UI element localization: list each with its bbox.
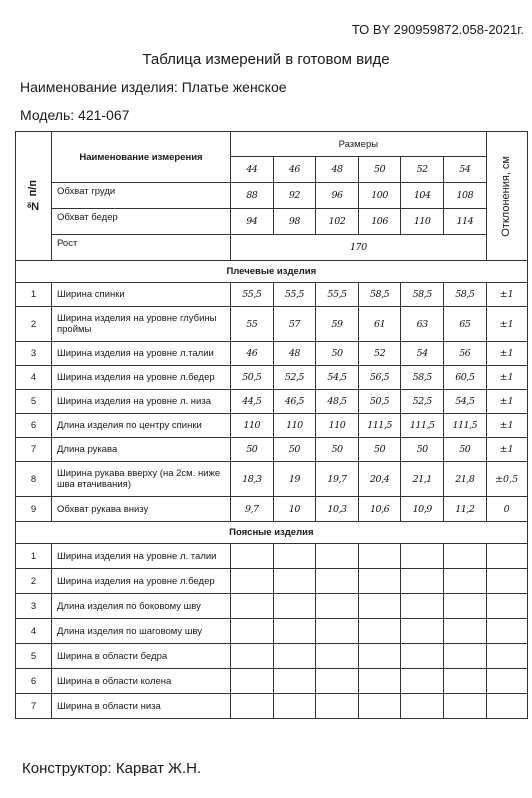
row-value: 10,6 <box>358 497 401 522</box>
row-tolerance-empty <box>486 619 527 644</box>
row-value: 21,8 <box>443 462 486 497</box>
body-measure-value: 92 <box>273 183 316 209</box>
row-value-empty <box>401 644 444 669</box>
table-row <box>16 414 528 438</box>
row-number: 1 <box>16 544 52 569</box>
row-label: Длина рукава <box>52 438 231 462</box>
row-number: 2 <box>16 569 52 594</box>
table-row <box>16 307 528 342</box>
table-row <box>16 594 528 619</box>
body-measure-value: 106 <box>358 209 401 235</box>
row-value: 20,4 <box>358 462 401 497</box>
row-value: 46,5 <box>273 390 316 414</box>
row-number: 7 <box>16 438 52 462</box>
size-46: 46 <box>273 157 316 183</box>
header-tolerance-label: Отклонения, см <box>500 155 513 237</box>
row-value: 110 <box>316 414 359 438</box>
body-measure-label: Обхват бедер <box>52 209 231 235</box>
row-tolerance: ±1 <box>486 390 527 414</box>
table-row <box>16 644 528 669</box>
row-value-empty <box>316 644 359 669</box>
row-label: Ширина изделия на уровне л.талии <box>52 342 231 366</box>
row-value-empty <box>358 569 401 594</box>
row-value: 50 <box>358 438 401 462</box>
row-label: Ширина изделия на уровне л. талии <box>52 544 231 569</box>
row-number: 5 <box>16 390 52 414</box>
row-value-empty <box>273 644 316 669</box>
body-measure-value: 102 <box>316 209 359 235</box>
table-row <box>16 462 528 497</box>
row-value-empty <box>358 644 401 669</box>
row-tolerance-empty <box>486 669 527 694</box>
row-value: 50 <box>316 342 359 366</box>
section-shoulder-garments: Плечевые изделия <box>16 261 528 283</box>
row-value: 55,5 <box>316 283 359 307</box>
row-value-empty <box>401 594 444 619</box>
page-title: Таблица измерений в готовом виде <box>142 51 390 68</box>
row-value-empty <box>316 619 359 644</box>
row-value-empty <box>358 694 401 719</box>
row-value: 10,3 <box>316 497 359 522</box>
row-value: 48 <box>273 342 316 366</box>
table-row <box>16 669 528 694</box>
row-value: 18,3 <box>231 462 274 497</box>
row-value-empty <box>273 694 316 719</box>
row-value: 60,5 <box>443 366 486 390</box>
row-value: 50 <box>401 438 444 462</box>
row-value: 11,2 <box>443 497 486 522</box>
row-value-empty <box>316 694 359 719</box>
size-44: 44 <box>231 157 274 183</box>
row-value: 19,7 <box>316 462 359 497</box>
size-54: 54 <box>443 157 486 183</box>
row-value: 65 <box>443 307 486 342</box>
header-measurement-name: Наименование измерения <box>52 132 231 183</box>
row-value: 44,5 <box>231 390 274 414</box>
height-value: 170 <box>231 235 487 261</box>
row-value: 46 <box>231 342 274 366</box>
table-row <box>16 569 528 594</box>
row-value-empty <box>443 619 486 644</box>
table-row <box>16 283 528 307</box>
row-number: 6 <box>16 414 52 438</box>
body-measure-label: Рост <box>52 235 231 261</box>
row-value-empty <box>316 544 359 569</box>
row-value-empty <box>358 594 401 619</box>
row-value-empty <box>443 644 486 669</box>
row-value-empty <box>316 669 359 694</box>
row-label: Ширина в области колена <box>52 669 231 694</box>
row-number: 4 <box>16 619 52 644</box>
row-value: 10 <box>273 497 316 522</box>
body-measure-value: 108 <box>443 183 486 209</box>
row-tolerance: ±1 <box>486 283 527 307</box>
row-number: 3 <box>16 342 52 366</box>
row-value-empty <box>443 594 486 619</box>
row-value-empty <box>358 619 401 644</box>
row-value: 50 <box>231 438 274 462</box>
row-value: 52,5 <box>273 366 316 390</box>
body-measure-label: Обхват груди <box>52 183 231 209</box>
row-number: 1 <box>16 283 52 307</box>
designer-signature-line: Конструктор: Карват Ж.Н. <box>22 760 202 777</box>
row-tolerance-empty <box>486 569 527 594</box>
section-waist-garments-row <box>16 522 528 544</box>
row-value: 63 <box>401 307 444 342</box>
row-label: Длина изделия по боковому шву <box>52 594 231 619</box>
body-measure-value: 98 <box>273 209 316 235</box>
row-value-empty <box>273 619 316 644</box>
row-value-empty <box>443 544 486 569</box>
table-row <box>16 366 528 390</box>
body-measure-row <box>16 209 528 235</box>
table-row <box>16 619 528 644</box>
header-tolerance <box>486 132 527 261</box>
row-value-empty <box>273 594 316 619</box>
row-label: Ширина изделия на уровне глубины проймы <box>52 307 231 342</box>
row-value-empty <box>401 669 444 694</box>
row-value-empty <box>316 569 359 594</box>
row-value: 50,5 <box>358 390 401 414</box>
table-row <box>16 497 528 522</box>
header-number-label: № п/п <box>27 180 39 212</box>
row-number: 4 <box>16 366 52 390</box>
table-row <box>16 438 528 462</box>
row-value-empty <box>231 694 274 719</box>
row-value: 58,5 <box>401 283 444 307</box>
row-label: Ширина спинки <box>52 283 231 307</box>
body-measure-row <box>16 183 528 209</box>
row-value: 56,5 <box>358 366 401 390</box>
row-number: 6 <box>16 669 52 694</box>
row-value: 59 <box>316 307 359 342</box>
row-label: Ширина рукава вверху (на 2см. ниже шва втачивания) <box>52 462 231 497</box>
row-tolerance: ±1 <box>486 307 527 342</box>
header-sizes: Размеры <box>231 132 487 157</box>
row-label: Длина изделия по центру спинки <box>52 414 231 438</box>
row-number: 8 <box>16 462 52 497</box>
row-number: 3 <box>16 594 52 619</box>
row-value-empty <box>231 544 274 569</box>
document-reference: ТО BY 290959872.058-2021г. <box>351 22 524 37</box>
row-value: 55,5 <box>231 283 274 307</box>
row-value: 21,1 <box>401 462 444 497</box>
row-value-empty <box>231 619 274 644</box>
row-value: 57 <box>273 307 316 342</box>
row-value: 50,5 <box>231 366 274 390</box>
table-row <box>16 342 528 366</box>
row-value: 10,9 <box>401 497 444 522</box>
body-measure-value: 104 <box>401 183 444 209</box>
row-tolerance: ±1 <box>486 414 527 438</box>
row-value-empty <box>443 694 486 719</box>
row-value: 58,5 <box>401 366 444 390</box>
row-value: 48,5 <box>316 390 359 414</box>
size-48: 48 <box>316 157 359 183</box>
row-value: 19 <box>273 462 316 497</box>
row-tolerance: ±1 <box>486 366 527 390</box>
size-52: 52 <box>401 157 444 183</box>
row-value-empty <box>358 669 401 694</box>
row-value-empty <box>273 544 316 569</box>
row-number: 9 <box>16 497 52 522</box>
body-measure-value: 114 <box>443 209 486 235</box>
row-value-empty <box>231 669 274 694</box>
row-number: 5 <box>16 644 52 669</box>
row-value: 58,5 <box>443 283 486 307</box>
row-value-empty <box>273 569 316 594</box>
row-tolerance-empty <box>486 544 527 569</box>
row-label: Ширина изделия на уровне л. низа <box>52 390 231 414</box>
row-value-empty <box>231 644 274 669</box>
row-tolerance-empty <box>486 594 527 619</box>
row-value: 111,5 <box>358 414 401 438</box>
row-value-empty <box>358 544 401 569</box>
row-value: 50 <box>273 438 316 462</box>
row-value: 50 <box>316 438 359 462</box>
row-value-empty <box>401 569 444 594</box>
section-shoulder-garments-row <box>16 261 528 283</box>
row-tolerance-empty <box>486 644 527 669</box>
row-value-empty <box>401 544 444 569</box>
row-value: 56 <box>443 342 486 366</box>
row-tolerance: ±0,5 <box>486 462 527 497</box>
row-value: 52,5 <box>401 390 444 414</box>
section-waist-garments: Поясные изделия <box>16 522 528 544</box>
body-measure-value: 110 <box>401 209 444 235</box>
size-50: 50 <box>358 157 401 183</box>
row-value: 110 <box>231 414 274 438</box>
row-value-empty <box>401 694 444 719</box>
row-value: 58,5 <box>358 283 401 307</box>
product-name: Наименование изделия: Платье женское <box>20 79 287 95</box>
row-number: 2 <box>16 307 52 342</box>
row-value-empty <box>273 669 316 694</box>
row-value-empty <box>316 594 359 619</box>
body-measure-value: 94 <box>231 209 274 235</box>
body-measure-row <box>16 235 528 261</box>
row-value: 52 <box>358 342 401 366</box>
row-value: 54,5 <box>316 366 359 390</box>
row-tolerance: 0 <box>486 497 527 522</box>
row-number: 7 <box>16 694 52 719</box>
row-tolerance-empty <box>486 694 527 719</box>
table-row <box>16 694 528 719</box>
row-value: 54,5 <box>443 390 486 414</box>
header-number <box>16 132 52 261</box>
row-value-empty <box>231 594 274 619</box>
row-value: 110 <box>273 414 316 438</box>
row-value: 9,7 <box>231 497 274 522</box>
body-measure-value: 96 <box>316 183 359 209</box>
row-label: Длина изделия по шаговому шву <box>52 619 231 644</box>
row-value: 55 <box>231 307 274 342</box>
row-label: Ширина изделия на уровне л.бедер <box>52 366 231 390</box>
row-value: 111,5 <box>443 414 486 438</box>
row-label: Ширина в области бедра <box>52 644 231 669</box>
row-value-empty <box>443 669 486 694</box>
table-row <box>16 544 528 569</box>
row-value: 55,5 <box>273 283 316 307</box>
row-value-empty <box>231 569 274 594</box>
row-value: 61 <box>358 307 401 342</box>
row-value-empty <box>401 619 444 644</box>
row-label: Ширина в области низа <box>52 694 231 719</box>
row-tolerance: ±1 <box>486 438 527 462</box>
row-label: Ширина изделия на уровне л.бедер <box>52 569 231 594</box>
row-tolerance: ±1 <box>486 342 527 366</box>
row-value-empty <box>443 569 486 594</box>
table-row <box>16 390 528 414</box>
row-value: 50 <box>443 438 486 462</box>
body-measure-value: 100 <box>358 183 401 209</box>
row-label: Обхват рукава внизу <box>52 497 231 522</box>
body-measure-value: 88 <box>231 183 274 209</box>
measurements-table <box>15 131 528 719</box>
row-value: 54 <box>401 342 444 366</box>
row-value: 111,5 <box>401 414 444 438</box>
model-number: Модель: 421-067 <box>20 107 130 123</box>
